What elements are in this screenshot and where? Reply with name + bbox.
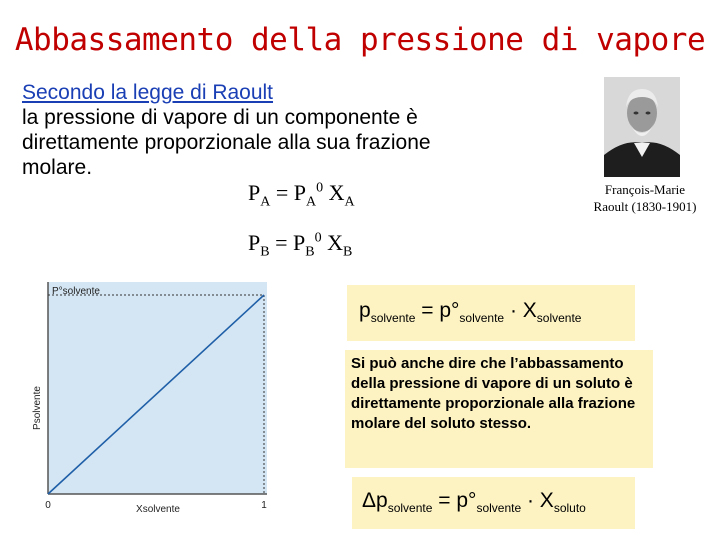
raoult-link[interactable]: Secondo la legge di Raoult (22, 81, 274, 104)
y-top-label: P°solvente (52, 286, 100, 297)
slide-title: Abbassamento della pressione di vapore (14, 22, 706, 58)
intro-line-2: direttamente proporzionale alla sua frazione (22, 131, 431, 154)
formula-box-solvent: $p_{solvente} = p^\circ_{solvente} \cdot X_{solvente}$ (347, 285, 635, 341)
raoult-portrait (604, 77, 680, 177)
formula-box-solute: $\Delta p_{solvente} = p^\circ_{solvente} \cdot X_{soluto}$ (352, 477, 635, 529)
raoult-chart (28, 270, 278, 522)
equation-b: $P_B = P_B^0$ $X_B$ (248, 230, 353, 260)
x-axis-label: Xsolvente (136, 504, 180, 515)
explanation-box: Si può anche dire che l’abbassamento della pressione di vapore di un soluto è direttamente proporzionale alla frazione molare del soluto stesso. (345, 350, 653, 468)
equation-a: $P_A = P_A^0$ $X_A$ (248, 180, 355, 210)
x-min-label: 0 (45, 500, 51, 511)
raoult-graph (28, 270, 278, 522)
x-max-label: 1 (261, 500, 267, 511)
intro-line-1: la pressione di vapore di un componente è (22, 106, 418, 129)
intro-text (22, 80, 542, 180)
intro-line-3: molare. (22, 156, 93, 179)
plot-area (48, 282, 267, 494)
portrait-caption: François-Marie Raoult (1830-1901) (593, 182, 697, 214)
y-axis-label: Psolvente (32, 386, 43, 430)
